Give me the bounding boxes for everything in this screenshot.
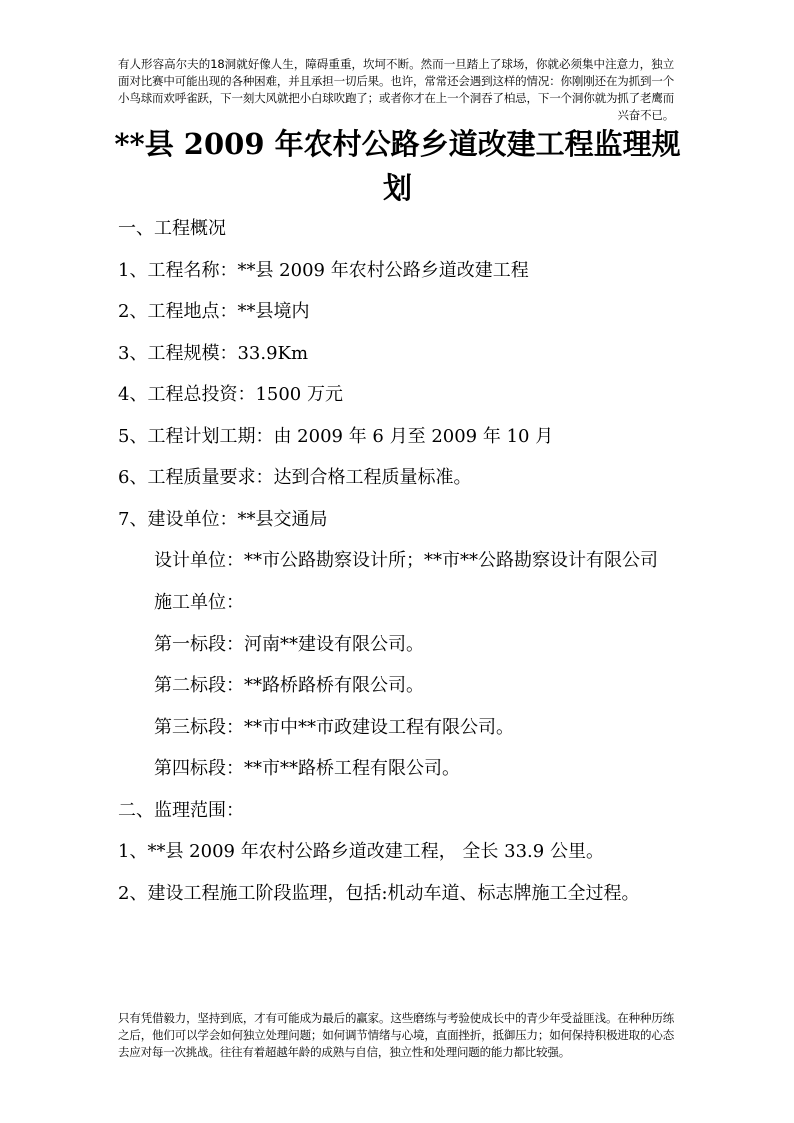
lot-2: 第二标段：**路桥路桥有限公司。 — [154, 675, 424, 696]
project-quality: 6、工程质量要求：达到合格工程质量标准。 — [118, 467, 472, 488]
section-heading-overview: 一、工程概况 — [118, 218, 226, 239]
project-location: 2、工程地点：**县境内 — [118, 301, 310, 322]
document-title: **县 2009 年农村公路乡道改建工程监理规划 — [114, 127, 681, 205]
section-heading-scope: 二、监理范围： — [118, 799, 244, 821]
project-schedule: 5、工程计划工期：由 2009 年 6 月至 2009 年 10 月 — [118, 425, 554, 447]
scope-item-2: 2、建设工程施工阶段监理，包括:机动车道、标志牌施工全过程。 — [118, 882, 640, 904]
header-note: 有人形容高尔夫的18洞就好像人生，障碍重重，坎坷不断。然而一旦踏上了球场，你就必须集中注意力，独立面对比赛中可能出现的各种困难，并且承担一切后果。也许，常常还会遇到这样的情况：你刚刚还在为抓到一个小鸟球而欢呼雀跃，下一刻大风就把小白球吹跑了；或者你才在上一个洞吞了柏忌，下一个洞你就为抓了老鹰而兴奋不已。 — [118, 57, 674, 122]
document-body — [118, 208, 674, 915]
construction-unit-label: 施工单位： — [154, 592, 244, 613]
lot-3: 第三标段：**市中**市政建设工程有限公司。 — [154, 716, 514, 738]
scope-item-1: 1、**县 2009 年农村公路乡道改建工程， 全长 33.9 公里。 — [118, 841, 604, 862]
lot-4: 第四标段：**市**路桥工程有限公司。 — [154, 758, 460, 779]
project-scale: 3、工程规模：33.9Km — [118, 342, 309, 364]
client-unit: 7、建设单位：**县交通局 — [118, 508, 328, 530]
project-investment: 4、工程总投资：1500 万元 — [118, 384, 343, 405]
lot-1: 第一标段：河南**建设有限公司。 — [154, 633, 424, 655]
project-name: 1、工程名称：**县 2009 年农村公路乡道改建工程 — [118, 259, 529, 281]
footer-note: 只有凭借毅力，坚持到底，才有可能成为最后的赢家。这些磨练与考验使成长中的青少年受益匪浅。在种种历练之后，他们可以学会如何独立处理问题；如何调节情绪与心境，直面挫折，抵御压力；如何保持积极进取的心态去应对每一次挑战。往往有着超越年龄的成熟与自信，独立性和处理问题的能力都比较强。 — [118, 1011, 674, 1059]
design-unit: 设计单位：**市公路勘察设计所；**市**公路勘察设计有限公司 — [154, 550, 658, 571]
